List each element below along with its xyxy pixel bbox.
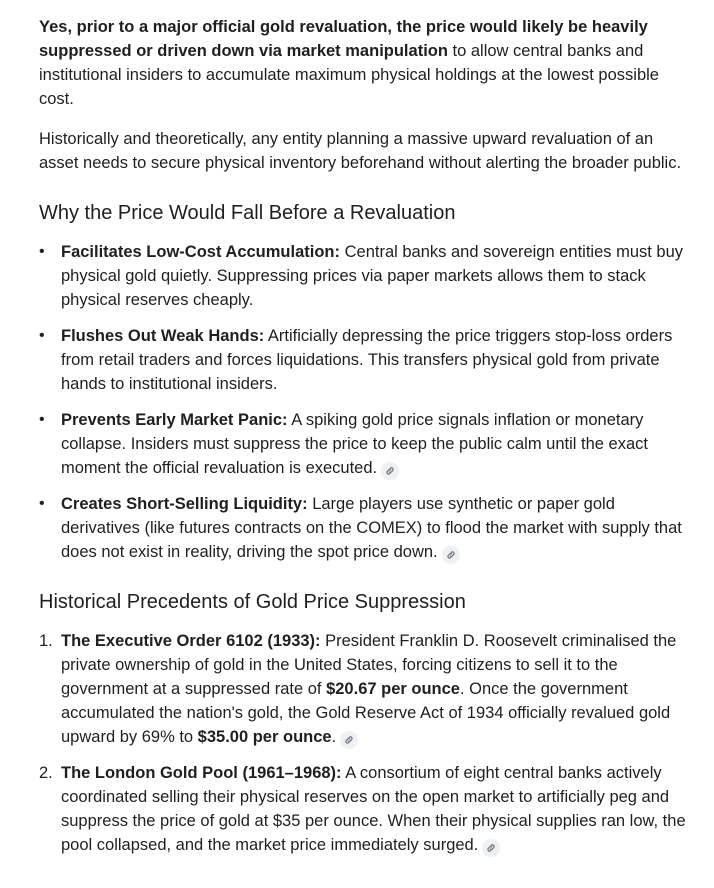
- list-item: [39, 240, 694, 312]
- item-text: A consortium of eight central banks actively coordinated selling their physical reserves on the open market to artificially peg and suppress the price of gold at $35 per ounce. When their physical supplies ran low, the pool collapsed, and the market price immediately surged.: [61, 764, 686, 854]
- item-number: 2.: [39, 764, 53, 782]
- item-text: President Franklin D. Roosevelt criminalised the private ownership of gold in the United States, forcing citizens to sell it to the government at a suppressed rate of: [61, 632, 677, 698]
- list-item: [39, 324, 694, 396]
- item-text: A spiking gold price signals inflation or monetary collapse. Insiders must suppress the price to keep the public calm until the exact moment the official revaluation is executed.: [61, 411, 648, 477]
- intro-paragraph: [39, 15, 694, 111]
- source-link-icon[interactable]: [381, 462, 399, 480]
- source-link-icon[interactable]: [482, 839, 500, 857]
- list-item: [39, 761, 694, 857]
- item-title: The Executive Order 6102 (1933):: [61, 632, 321, 650]
- item-bold-value: $35.00 per ounce: [197, 728, 332, 746]
- list-item: [39, 629, 694, 749]
- list-item: [39, 408, 694, 480]
- item-title: The London Gold Pool (1961–1968):: [61, 764, 342, 782]
- item-text: .: [331, 728, 337, 746]
- item-text: Artificially depressing the price triggers stop-loss orders from retail traders and forces liquidations. This transfers physical gold from private hands to institutional insiders.: [61, 327, 673, 393]
- section-heading-why: Why the Price Would Fall Before a Revaluation: [39, 202, 456, 224]
- item-title: Creates Short-Selling Liquidity:: [61, 495, 308, 513]
- item-title: Facilitates Low-Cost Accumulation:: [61, 243, 341, 261]
- item-text: Large players use synthetic or paper gold derivatives (like futures contracts on the COMEX) to flood the market with supply that does not exist in reality, driving the spot price down.: [61, 495, 682, 561]
- intro-rest: to allow central banks and institutional insiders to accumulate maximum physical holdings at the lowest possible cost.: [39, 42, 659, 108]
- precedents-list: [39, 629, 694, 857]
- reasons-list: [39, 240, 694, 564]
- item-title: Flushes Out Weak Hands:: [61, 327, 265, 345]
- item-bold-value: $20.67 per ounce: [326, 680, 460, 698]
- source-link-icon[interactable]: [442, 546, 460, 564]
- source-link-icon[interactable]: [340, 731, 358, 749]
- intro-bold: Yes, prior to a major official gold revaluation, the price would likely be heavily suppressed or driven down via market manipulation: [39, 18, 648, 60]
- list-item: [39, 492, 694, 564]
- item-text: . Once the government accumulated the nation's gold, the Gold Reserve Act of 1934 officially revalued gold upward by 69% to: [61, 680, 671, 746]
- item-text: Central banks and sovereign entities must buy physical gold quietly. Suppressing prices via paper markets allows them to stack physical reserves cheaply.: [61, 243, 684, 309]
- section-heading-precedents: Historical Precedents of Gold Price Suppression: [39, 591, 466, 613]
- intro-paragraph-2: Historically and theoretically, any entity planning a massive upward revaluation of an asset needs to secure physical inventory beforehand without alerting the broader public.: [39, 130, 682, 172]
- item-number: 1.: [39, 632, 53, 650]
- item-title: Prevents Early Market Panic:: [61, 411, 288, 429]
